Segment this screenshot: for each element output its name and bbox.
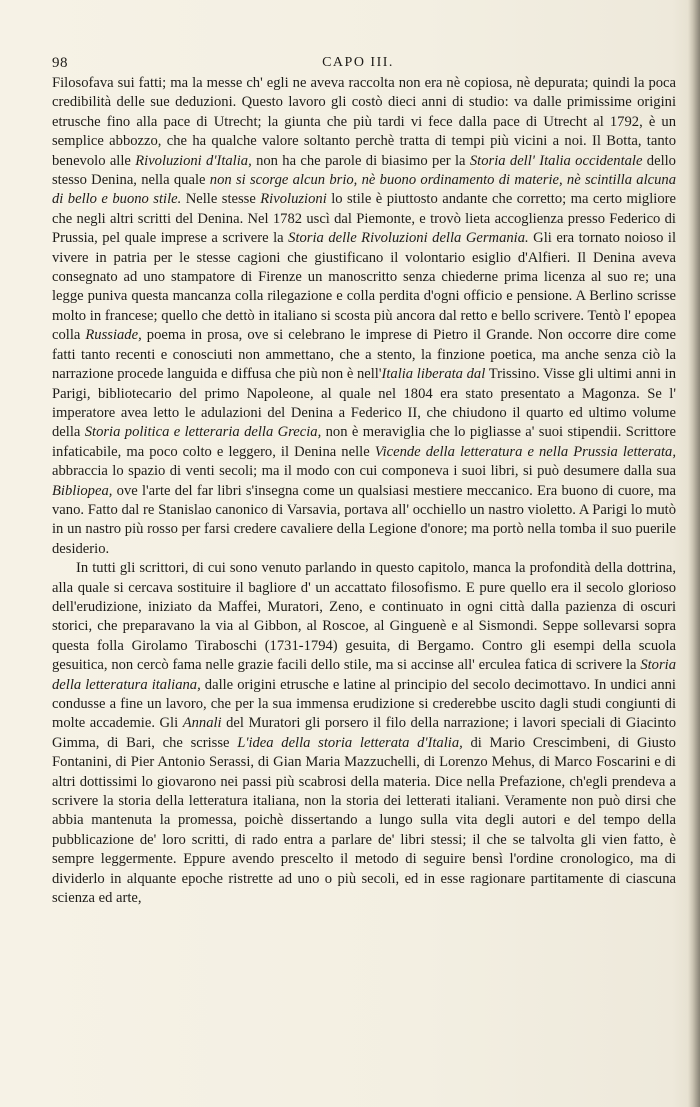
text-run: poema in prosa, ove si celebrano le imprese di Pietro il Grande. Non occorre dire come fatti tanto recenti e conosciuti non ammettano, che a stento, la finzione poetica, ma anche senza ciò la narrazione procede languida e diffusa che più non è nell': [52, 327, 676, 383]
italic-title: Rivoluzioni: [260, 191, 327, 208]
italic-title: L'idea della storia letterata d'Italia,: [237, 734, 463, 751]
italic-title: Storia delle Rivoluzioni della Germania.: [288, 230, 529, 247]
italic-title: Storia politica e letteraria della Grecia,: [84, 424, 322, 441]
text-run: Gli era tornato noioso il vivere in patria per le stesse cagioni che giustificano il volontario esiglio d'Alfieri. Il Denina aveva consegnato ad uno stampatore di Firenze un manoscritto senza chiederne prima licenza al suo re; una legge puniva questa mancanza colla rilegazione e colla perdita d'ogni officio e pensione. A Berlino scrisse molto in francese; quello che dettò in italiano si scosta più ancora dal retto e bello scrivere. Tentò l' epopea colla: [52, 230, 676, 344]
text-run: dalle origini etrusche e latine al principio del secolo decimottavo. In undici anni condusse a fine un lavoro, che per la sua immensa erudizione si crederebbe uscito dagli studi congiunti di molte accademie. Gli: [52, 676, 676, 732]
page-edge-shadow: [688, 0, 700, 1107]
text-run: non ha che parole di biasimo per la: [251, 152, 470, 169]
italic-title: Italia liberata dal: [381, 366, 486, 383]
text-run: Filosofava sui fatti; ma la messe ch' egli ne aveva raccolta non era nè copiosa, nè depurata; quindi la poca credibilità delle sue deduzioni. Questo lavoro gli costò dieci anni di studio: va dalle primissime origini etrusche fino alla pace di Utrecht; la giunta che più tardi vi fece dalla pace di Utrecht al 1792, è un semplice abbozzo, che ha qualche valore soltanto perchè tratta di tempi più vicini a noi. Il Botta, tanto benevolo alle: [52, 75, 676, 169]
text-run: abbraccia lo spazio di venti secoli; ma il modo con cui componeva i suoi libri, si può desumere dalla sua: [52, 463, 676, 480]
text-run: non è meraviglia che lo pigliasse a' suoi stipendii. Scrittore infaticabile, ma poco colto e leggero, il Denina nelle: [52, 424, 676, 460]
text-run: lo stile è piuttosto andante che corretto; ma certo migliore che negli altri scritti del Denina. Nel 1782 uscì dal Piemonte, e trovò lieta accoglienza presso Federico di Prussia, pel quale imprese a scrivere la: [52, 191, 676, 247]
paragraph-1: [52, 74, 676, 559]
italic-title: Storia dell' Italia occidentale: [469, 152, 643, 169]
text-run: Nelle stesse: [181, 191, 261, 208]
italic-title: Russiade,: [85, 327, 142, 344]
text-run: dello stesso Denina, nella quale: [52, 152, 676, 189]
italic-title: Bibliopea,: [52, 482, 113, 499]
body-text: [52, 74, 676, 908]
italic-title: Annali: [182, 715, 222, 732]
italic-title: non si scorge alcun brio, nè buono ordinamento di materie, nè scintilla alcuna di bello e buono stile.: [52, 172, 677, 208]
text-run: del Muratori gli porsero il filo della narrazione; i lavori speciali di Giacinto Gimma, di Bari, che scrisse: [52, 715, 676, 751]
text-run: In tutti gli scrittori, di cui sono venuto parlando in questo capitolo, manca la profondità della dottrina, alla quale si cercava sostituire il bagliore d' un accattato filosofismo. E pure quello era il secolo glorioso dell'erudizione, iniziato da Maffei, Muratori, Zeno, e continuato in ogni città dalla pazienza di oscuri storici, che preparavano la via al Gibbon, al Roscoe, al Ginguenè e al Sismondi. Seppe sollevarsi sopra questa folla Girolamo Tiraboschi (1731-1794) gesuita, di Bergamo. Contro gli esempi della scuola gesuitica, non cercò fama nelle grazie facili dello stile, ma si accinse all' erculea fatica di scrivere la: [52, 560, 676, 674]
running-head: CAPO III.: [322, 55, 394, 70]
italic-title: Storia della letteratura italiana,: [52, 657, 676, 693]
italic-title: Vicende della letteratura e nella Prussia letterata,: [374, 443, 677, 460]
italic-title: Rivoluzioni d'Italia,: [135, 152, 252, 169]
text-run: ove l'arte del far libri s'insegna come un qualsiasi mestiere meccanico. Era buono di cuore, ma vano. Fatto dal re Stanislao canonico di Varsavia, portava all' occhiello un nastro violetto. A Parigi lo mutò in un nastro più rosso per farsi credere cavaliere della Legione d'onore; ma portò nella tomba il suo puerile desiderio.: [52, 482, 676, 557]
text-run: di Mario Crescimbeni, di Giusto Fontanini, di Pier Antonio Serassi, di Gian Maria Mazzuchelli, di Lorenzo Mehus, di Marco Foscarini e di altri dottissimi lo giovarono nei passi più scabrosi della materia. Dice nella Prefazione, ch'egli prendeva a scrivere la storia della letteratura italiana, non la storia dei letterati italiani. Veramente non può dirsi che abbia mantenuta la promessa, poichè dissertando a lungo sulla vita degli autori e del tempo della pubblicazione de' loro scritti, di rado entra a parlare de' libri stessi; il che se talvolta gli vien fatto, è sempre leggermente. Eppure avendo prescelto il metodo di seguire bensì l'ordine cronologico, ma di dividerlo in alquante epoche ristrette ad uno o più secoli, ed in esse ragionare partitamente di ciascuna scienza ed arte,: [52, 734, 676, 907]
paragraph-2: [52, 559, 676, 908]
text-run: Trissino. Visse gli ultimi anni in Parigi, bibliotecario del primo Napoleone, al quale nel 1804 era stato presentato a Magonza. Se l' imperatore avea letto le adulazioni del Denina a Federico II, che chiudono il quarto ed ultimo volume della: [52, 366, 677, 441]
page-number: 98: [52, 55, 68, 71]
